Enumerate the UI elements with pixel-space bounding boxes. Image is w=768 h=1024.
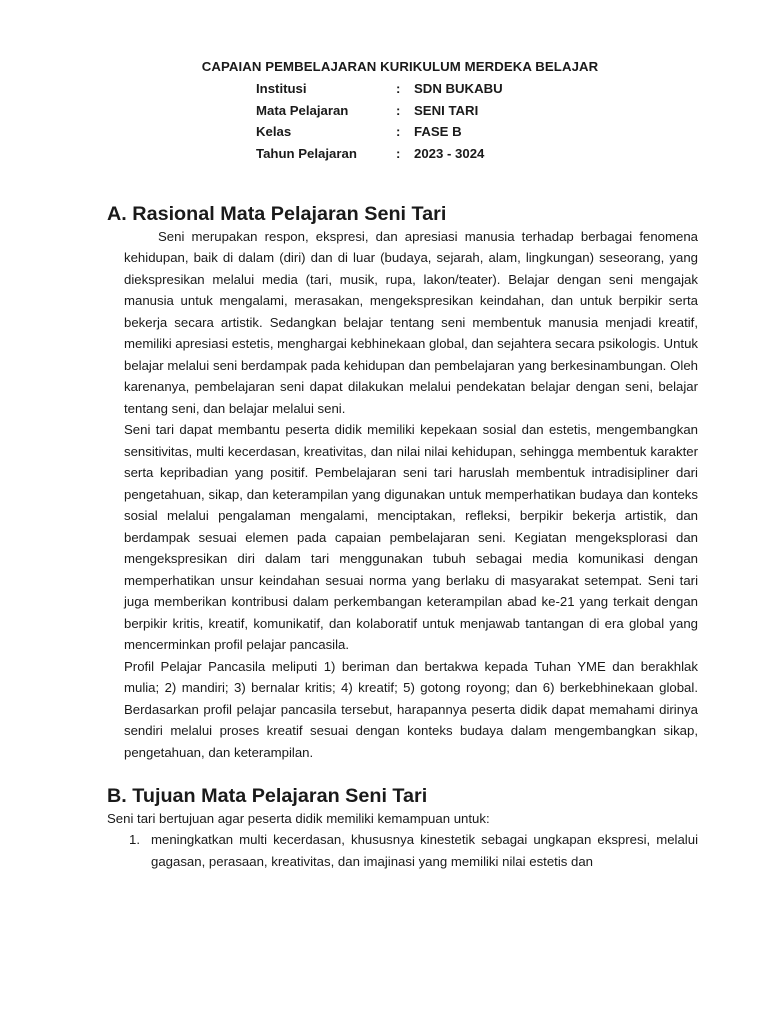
info-separator: : bbox=[396, 102, 401, 118]
section-b-intro: Seni tari bertujuan agar peserta didik memiliki kemampuan untuk: bbox=[107, 810, 490, 826]
info-row-tahun-pelajaran bbox=[256, 143, 503, 165]
section-a-heading: A. Rasional Mata Pelajaran Seni Tari bbox=[107, 203, 447, 225]
document-title: CAPAIAN PEMBELAJARAN KURIKULUM MERDEKA BELAJAR bbox=[201, 59, 599, 74]
info-value: SENI TARI bbox=[414, 102, 479, 118]
info-row-institusi bbox=[256, 78, 503, 100]
info-label: Kelas bbox=[256, 124, 292, 139]
info-label: Tahun Pelajaran bbox=[256, 145, 357, 161]
section-b-heading: B. Tujuan Mata Pelajaran Seni Tari bbox=[107, 785, 428, 807]
goals-list bbox=[107, 829, 698, 872]
list-item-number: 1. bbox=[129, 832, 140, 847]
section-a bbox=[107, 204, 698, 763]
info-label: Mata Pelajaran bbox=[256, 102, 349, 118]
list-item-text: meningkatkan multi kecerdasan, khususnya kinestetik sebagai ungkapan ekspresi, melalui gagasan, perasaan, kreativitas, dan imajinasi yang memiliki nilai estetis dan bbox=[151, 832, 698, 869]
section-b bbox=[107, 786, 698, 872]
section-a-paragraph-3: Profil Pelajar Pancasila meliputi 1) beriman dan bertakwa kepada Tuhan YME dan berakhlak mulia; 2) mandiri; 3) bernalar kritis; 4) kreatif; 5) gotong royong; dan 6) berkebhinekaan global. Berdasarkan profil pelajar pancasila tersebut, harapannya peserta didik dapat memahami dirinya sendiri melalui proses kreatif sesuai dengan konteks budaya dalam mengembangkan sikap, pengetahuan, dan keterampilan. bbox=[124, 658, 698, 760]
info-separator: : bbox=[396, 124, 401, 139]
info-label: Institusi bbox=[256, 81, 307, 96]
document-info-table bbox=[256, 78, 503, 164]
info-row-mata-pelajaran bbox=[256, 100, 503, 122]
info-value: SDN BUKABU bbox=[414, 81, 503, 96]
info-value: FASE B bbox=[414, 124, 462, 139]
section-a-paragraph-2: Seni tari dapat membantu peserta didik memiliki kepekaan sosial dan estetis, mengembangkan sensitivitas, multi kecerdasan, kreativitas, dan nilai nilai kehidupan, sehingga membentuk karakter serta kepribadian yang positif. Pembelajaran seni tari haruslah membentuk intradisipliner dari pengetahuan, sikap, dan keterampilan yang digunakan untuk memperhatikan budaya dan konteks sosial melalui pengalaman mengalami, menciptakan, refleksi, berpikir bekerja artistik, dan berdampak sesuai elemen pada capaian pembelajaran seni. Kegiatan mengeksplorasi dan mengekspresikan diri dalam tari menggunakan tubuh sebagai media komunikasi dengan memperhatikan unsur keindahan sesuai norma yang berlaku di masyarakat setempat. Seni tari juga memberikan kontribusi dalam perkembangan keterampilan abad ke-21 yang terkait dengan berpikir kritis, kreatif, komunikatif, dan kolaboratif untuk menjawab tantangan di era global yang mencerminkan profil pelajar pancasila. bbox=[124, 422, 698, 652]
info-separator: : bbox=[396, 81, 401, 96]
info-value: 2023 - 3024 bbox=[414, 145, 485, 161]
section-a-paragraph-1: Seni merupakan respon, ekspresi, dan apresiasi manusia terhadap berbagai fenomena kehidupan, baik di dalam (diri) dan di luar (budaya, sejarah, alam, lingkungan) seseorang, yang diekspresikan melalui media (tari, musik, rupa, lakon/teater). Belajar dengan seni mengajak manusia untuk mengalami, merasakan, mengekspresikan keindahan, dan untuk berpikir serta bekerja secara artistik. Sedangkan belajar tentang seni membentuk manusia menjadi kreatif, memiliki apresiasi estetis, menghargai kebhinekaan global, dan sejahtera secara psikologis. Untuk belajar melalui seni berdampak pada kehidupan dan pembelajaran yang berkesinambungan. Oleh karenanya, pembelajaran seni dapat dilakukan melalui pendekatan belajar dengan seni, belajar tentang seni, dan belajar melalui seni. bbox=[124, 228, 698, 416]
info-separator: : bbox=[396, 145, 401, 161]
list-item bbox=[107, 829, 698, 872]
info-row-kelas bbox=[256, 121, 503, 143]
